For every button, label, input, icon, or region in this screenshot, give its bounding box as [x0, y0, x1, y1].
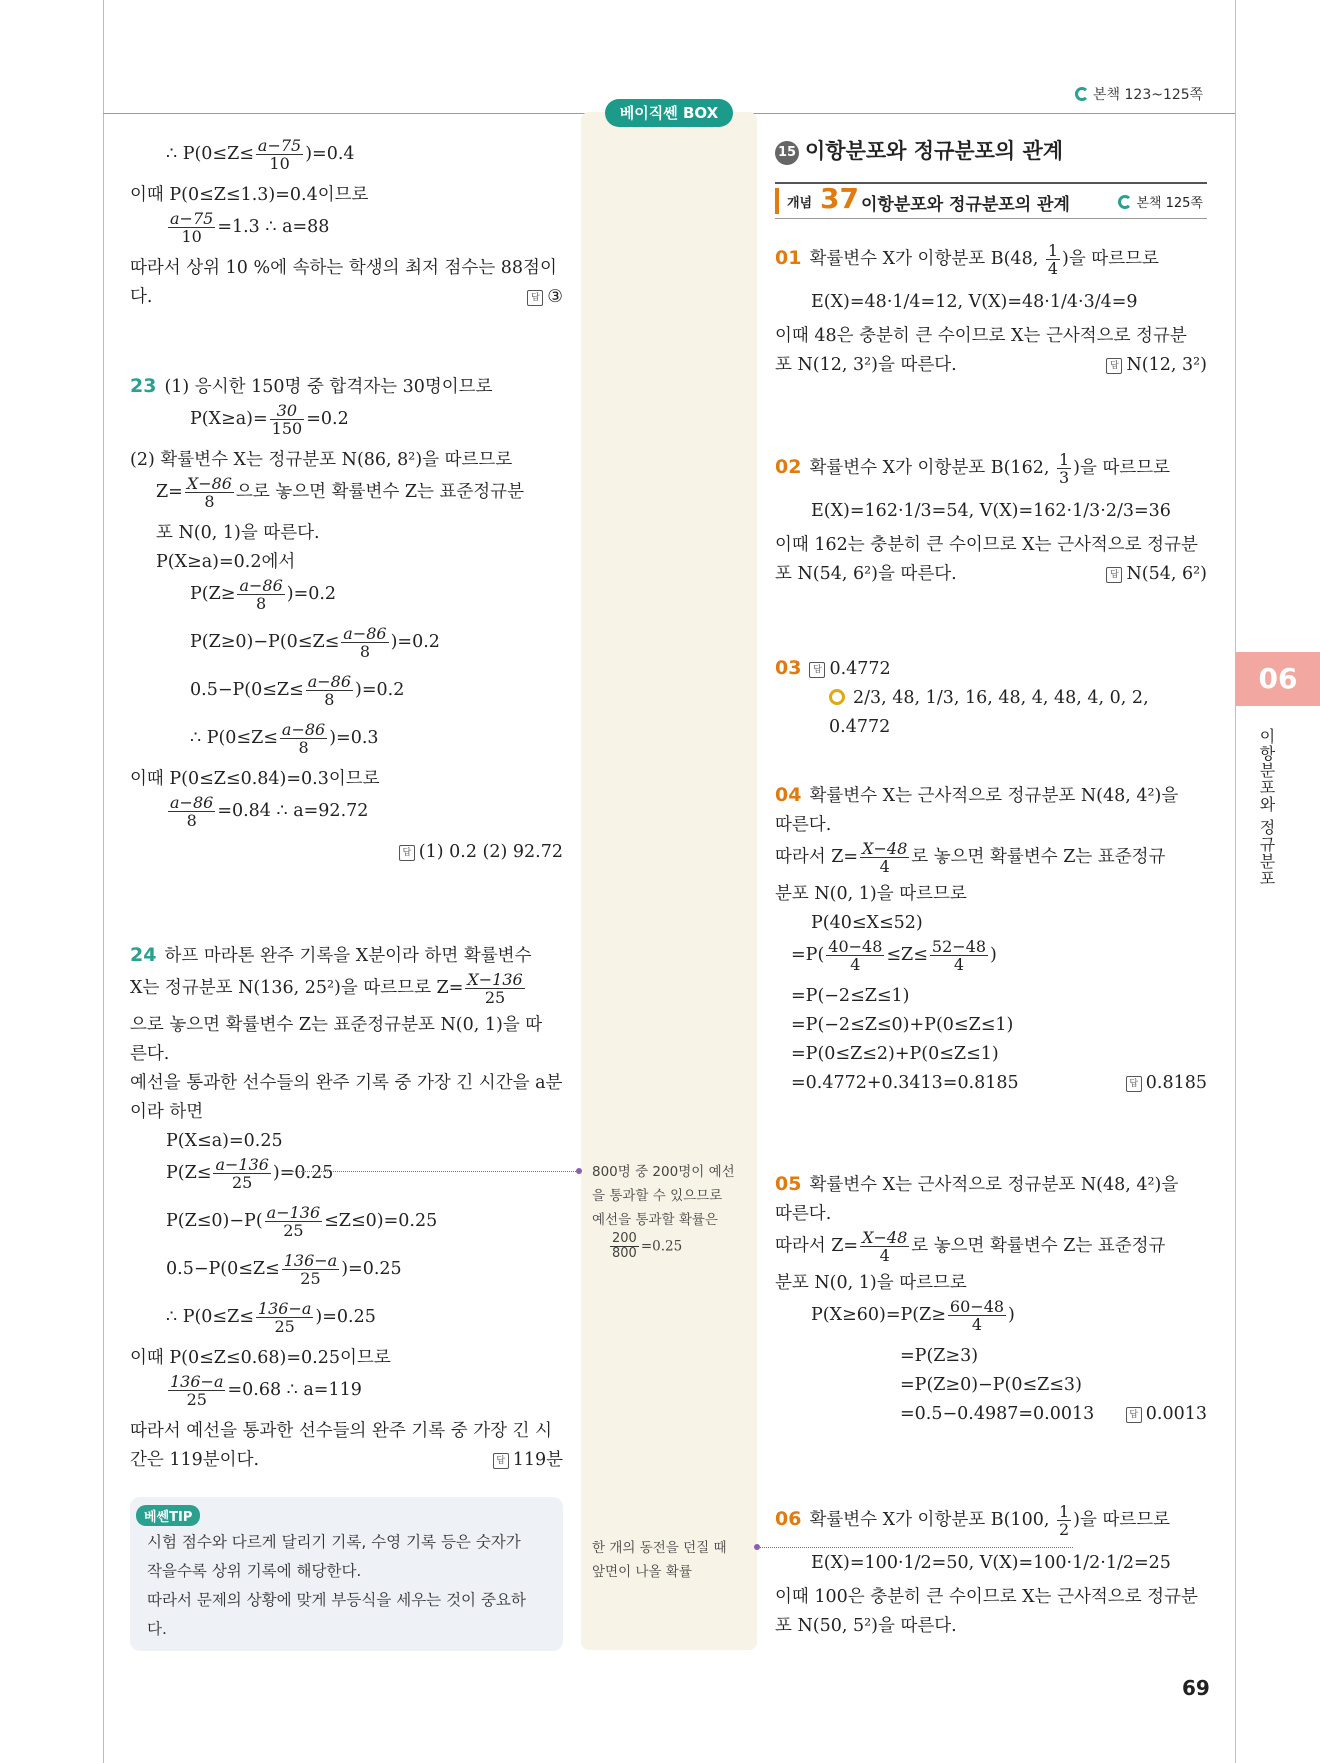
concept-ref [1118, 192, 1203, 211]
text-fragment: P(X≥60)=P(Z≥ [811, 1305, 946, 1325]
text-fragment [1057, 451, 1071, 486]
text-fragment [237, 577, 284, 612]
text-fragment: 이항분포와 정규분포의 관계 [805, 139, 1064, 163]
page-number: 69 [1182, 1676, 1210, 1700]
text-fragment [130, 372, 563, 402]
answer [1126, 1400, 1207, 1429]
answer-icon: 답 [809, 662, 825, 678]
text-fragment [1046, 242, 1060, 277]
text-line: P(X≥a)=0.2에서 [156, 552, 296, 572]
text-fragment: P(X≥a)= [190, 409, 268, 429]
leader-line [292, 1171, 578, 1172]
text-fragment: ) [990, 945, 997, 965]
text-fragment: P(Z≥0)−P(0≤Z≤ [190, 632, 340, 652]
text-fragment: 4 [879, 857, 890, 876]
math-line: P(X≤a)=0.25 [166, 1131, 283, 1151]
text-fragment: 25 [283, 1221, 304, 1240]
text-fragment [775, 451, 1207, 491]
text-fragment: ≤Z≤ [886, 945, 928, 965]
math-line [130, 475, 563, 519]
text-fragment: 한 개의 동전을 던질 때 [592, 1540, 727, 1556]
text-fragment: a−86 [307, 672, 352, 691]
text-fragment: 52−48 [931, 937, 987, 956]
text-fragment: 다. [147, 1620, 167, 1638]
text-fragment: (1) 응시한 150명 중 합격자는 30명이므로 [164, 377, 493, 397]
question-number: 01 [775, 247, 802, 269]
text-fragment [282, 1252, 339, 1287]
text-fragment: )을 따르므로 [1073, 1510, 1171, 1530]
math-line: =P(Z≥0)−P(0≤Z≤3) [900, 1375, 1082, 1395]
chapter-title: 이항분포와 정규분포 [1257, 728, 1276, 888]
text-fragment: 60−48 [949, 1297, 1005, 1316]
math-line [592, 1232, 752, 1261]
text-fragment: =0.5−0.4987=0.0013 [900, 1404, 1095, 1424]
text-fragment: =1.3 ∴ a=88 [217, 217, 330, 237]
text-line: 이때 100은 충분히 큰 수이므로 X는 근사적으로 정규분 [775, 1587, 1198, 1607]
text-fragment: 포 N(12, 3²)을 따른다. [775, 355, 957, 375]
text-line: 이때 P(0≤Z≤0.84)=0.3이므로 [130, 769, 380, 789]
math-line [130, 673, 563, 721]
text-fragment: )=0.25 [315, 1307, 376, 1327]
question-number: 23 [130, 375, 157, 397]
text-fragment: Z= [156, 482, 183, 502]
text-fragment: N(12, 3²) [1126, 355, 1207, 375]
answer [527, 283, 563, 312]
question-24 [130, 941, 563, 1475]
math-line [130, 1156, 563, 1204]
text-fragment: ) [1008, 1305, 1015, 1325]
text-fragment: X−48 [862, 839, 908, 858]
text-line [775, 560, 1207, 589]
math-line [130, 1252, 563, 1300]
text-fragment: P(Z≤0)−P( [166, 1211, 263, 1231]
text-fragment: X−48 [862, 1228, 908, 1247]
text-fragment: 로 놓으면 확률변수 Z는 표준정규 [911, 847, 1166, 867]
text-fragment: a−86 [343, 624, 387, 643]
question-01 [775, 242, 1207, 380]
text-fragment: 확률변수 X는 근사적으로 정규분포 N(48, 4²)을 [809, 1175, 1179, 1195]
text-fragment: 확률변수 X가 이항분포 B(48, [809, 249, 1044, 269]
text-fragment [256, 1300, 313, 1335]
answer [1106, 560, 1207, 589]
math-line [130, 721, 563, 765]
text-fragment: 8 [186, 811, 197, 830]
leader-dot [576, 1168, 582, 1174]
question-number: 02 [775, 456, 802, 478]
math-line [130, 1204, 563, 1252]
text-fragment: 따라서 Z= [775, 1236, 859, 1256]
text-fragment: 2 [1058, 1520, 1070, 1539]
book-ref [1075, 84, 1203, 104]
text-fragment: 포 N(54, 6²)을 따른다. [775, 564, 957, 584]
text-fragment: P(Z≤ [166, 1163, 212, 1183]
math-line [130, 1300, 563, 1344]
text-line [130, 283, 563, 312]
text-fragment: =P( [791, 945, 825, 965]
text-fragment: 10 [269, 154, 290, 173]
text-fragment: 4 [1047, 259, 1059, 278]
math-line [775, 1400, 1207, 1429]
text-fragment: 10 [181, 227, 202, 246]
question-23 [130, 372, 563, 867]
text-line: 포 N(50, 5²)을 따른다. [775, 1616, 957, 1636]
text-fragment [860, 1229, 909, 1264]
right-page-border [1235, 0, 1236, 1763]
text-fragment [130, 941, 563, 971]
section-number: 15 [775, 141, 799, 165]
text-line: 따른다. [775, 1204, 832, 1224]
text-fragment: )=0.2 [355, 680, 405, 700]
text-fragment [168, 794, 215, 829]
text-line: 따라서 상위 10 %에 속하는 학생의 최저 점수는 88점이 [130, 258, 557, 278]
text-fragment [930, 938, 988, 973]
chapter-tab: 06 [1236, 652, 1320, 706]
text-fragment: )=0.3 [329, 728, 379, 748]
math-line [130, 577, 563, 625]
text-fragment: 8 [359, 642, 371, 661]
text-fragment [826, 938, 884, 973]
concept-number: 37 [820, 182, 859, 215]
text-fragment: 4 [971, 1315, 983, 1334]
target-icon [829, 689, 845, 705]
text-line: 이때 P(0≤Z≤0.68)=0.25이므로 [130, 1348, 391, 1368]
text-fragment: ③ [547, 287, 563, 307]
text-fragment: a−86 [239, 576, 283, 595]
text-fragment: 150 [271, 419, 303, 438]
text-fragment: 4 [879, 1246, 890, 1265]
tip-text [147, 1528, 552, 1644]
text-fragment: )을 따르므로 [1062, 249, 1159, 269]
text-fragment: )을 따르므로 [1073, 458, 1171, 478]
hint-line [775, 684, 1207, 742]
text-line [130, 1446, 563, 1475]
text-fragment: 8 [324, 690, 335, 709]
text-fragment [775, 1170, 1207, 1200]
text-fragment: )=0.2 [286, 584, 337, 604]
text-line: 이라 하면 [130, 1102, 204, 1122]
fraction [256, 137, 303, 172]
concept-header [775, 182, 1207, 219]
concept-label: 개념 [787, 196, 813, 211]
text-fragment: a−136 [215, 1155, 269, 1174]
math-line [130, 137, 563, 181]
text-line: 따라서 예선을 통과한 선수들의 완주 기록 중 가장 긴 시 [130, 1421, 552, 1441]
text-fragment: ∴ P(0≤Z≤ [166, 144, 254, 164]
text-fragment: )=0.2 [390, 632, 440, 652]
text-fragment: 앞면이 나올 확률 [592, 1564, 692, 1580]
text-fragment: a−136 [266, 1203, 321, 1222]
question-number: 03 [775, 657, 802, 679]
text-fragment: X는 정규분포 N(136, 25²)을 따르므로 Z= [130, 978, 464, 998]
text-fragment: 로 놓으면 확률변수 Z는 표준정규 [911, 1236, 1166, 1256]
answer-icon: 답 [1126, 1407, 1142, 1423]
side-note-1 [592, 1160, 752, 1261]
text-fragment: 본책 125쪽 [1136, 196, 1203, 211]
text-fragment [948, 1298, 1006, 1333]
text-fragment: N(54, 6²) [1126, 564, 1207, 584]
text-fragment: 25 [300, 1269, 321, 1288]
text-fragment: 800 [612, 1246, 637, 1261]
text-fragment: )=0.25 [341, 1259, 402, 1279]
text-fragment: 4 [850, 955, 861, 974]
text-fragment: 25 [232, 1173, 253, 1192]
text-fragment: )=0.4 [305, 144, 355, 164]
box-label: 베이직쎈 BOX [605, 99, 733, 127]
text-fragment: 25 [484, 988, 506, 1007]
math-line [130, 1373, 563, 1417]
text-fragment [775, 654, 1207, 684]
text-fragment: X−136 [467, 970, 523, 989]
question-03 [775, 654, 1207, 742]
text-line: 이때 P(0≤Z≤1.3)=0.4이므로 [130, 185, 369, 205]
side-note-column [581, 112, 757, 1650]
math-line: =P(0≤Z≤2)+P(0≤Z≤1) [791, 1044, 999, 1064]
answer-icon: 답 [527, 290, 543, 306]
text-fragment: 다. [130, 287, 153, 307]
text-fragment [168, 210, 215, 245]
text-fragment: (1) 0.2 (2) 92.72 [418, 842, 563, 862]
answer [493, 1446, 563, 1475]
text-fragment: 작을수록 상위 기록에 해당한다. [147, 1562, 362, 1580]
book-icon [1075, 87, 1089, 101]
question-06 [775, 1503, 1207, 1641]
concept-title: 이항분포와 정규분포의 관계 [861, 195, 1070, 215]
text-fragment: 1 [1058, 450, 1070, 469]
text-fragment: 따라서 문제의 상황에 맞게 부등식을 세우는 것이 중요하 [147, 1591, 526, 1609]
question-number: 04 [775, 784, 802, 806]
text-fragment [775, 1503, 1207, 1543]
text-fragment [341, 625, 388, 660]
text-fragment: 3 [1058, 468, 1070, 487]
text-fragment: 25 [186, 1390, 207, 1409]
math-line: E(X)=48·1/4=12, V(X)=48·1/4·3/4=9 [811, 292, 1138, 312]
left-page-border [103, 0, 104, 1763]
text-fragment: 136−a [170, 1372, 224, 1391]
text-fragment: =0.25 [640, 1238, 683, 1255]
text-fragment [185, 475, 234, 510]
concept-bar [775, 188, 779, 214]
answer-icon: 답 [1126, 1076, 1142, 1092]
question-number: 24 [130, 944, 157, 966]
text-fragment: 30 [270, 402, 305, 420]
math-line [775, 1229, 1207, 1269]
text-fragment [1057, 1503, 1071, 1538]
math-line: E(X)=100·1/2=50, V(X)=100·1/2·1/2=25 [811, 1553, 1171, 1573]
math-line [130, 794, 563, 838]
text-fragment: 4 [953, 955, 965, 974]
text-fragment: =0.84 ∴ a=92.72 [217, 801, 369, 821]
answer-icon: 답 [399, 845, 415, 861]
text-fragment: 0.0013 [1145, 1404, 1207, 1424]
text-fragment: 119분 [512, 1450, 563, 1470]
math-line [775, 1069, 1207, 1098]
text-fragment: 1 [1058, 1502, 1070, 1521]
math-line: P(40≤X≤52) [811, 913, 923, 933]
text-fragment: 200 [612, 1231, 637, 1246]
text-line: 이때 48은 충분히 큰 수이므로 X는 근사적으로 정규분 [775, 326, 1187, 346]
math-line: =P(−2≤Z≤0)+P(0≤Z≤1) [791, 1015, 1014, 1035]
math-line [775, 1298, 1207, 1342]
answer [130, 838, 563, 867]
math-line [130, 402, 563, 446]
text-fragment: 136−a [283, 1251, 338, 1270]
text-line [775, 351, 1207, 380]
text-line: 예선을 통과한 선수들의 완주 기록 중 가장 긴 시간을 a분 [130, 1073, 563, 1093]
tip-badge: 베쎈TIP [136, 1505, 200, 1526]
text-fragment: 136−a [257, 1299, 312, 1318]
text-fragment: a−86 [170, 793, 214, 812]
text-fragment [280, 721, 327, 756]
text-line: 으로 놓으면 확률변수 Z는 표준정규분포 N(0, 1)을 따 [130, 1015, 543, 1035]
text-fragment: 1 [1047, 241, 1059, 260]
text-line: 분포 N(0, 1)을 따르므로 [775, 884, 967, 904]
text-fragment: P(Z≥ [190, 584, 236, 604]
text-fragment: 을 통과할 수 있으므로 [592, 1188, 723, 1204]
text-fragment: ∴ P(0≤Z≤ [166, 1307, 254, 1327]
text-fragment [213, 1156, 270, 1191]
text-fragment: =0.4772+0.3413=0.8185 [791, 1073, 1019, 1093]
text-fragment: 하프 마라톤 완주 기록을 X분이라 하면 확률변수 [164, 946, 532, 966]
text-fragment: ≤Z≤0)=0.25 [324, 1211, 438, 1231]
answer-icon: 답 [1106, 358, 1122, 374]
text-fragment: 800명 중 200명이 예선 [592, 1164, 735, 1180]
text-line: (2) 확률변수 X는 정규분포 N(86, 8²)을 따르므로 [130, 450, 513, 470]
text-fragment: =0.68 ∴ a=119 [227, 1380, 362, 1400]
text-fragment: 0.5−P(0≤Z≤ [190, 680, 304, 700]
prev-solution-continuation [130, 137, 563, 312]
text-fragment [306, 673, 353, 708]
text-fragment: 시험 점수와 다르게 달리기 기록, 수영 기록 등은 숫자가 [147, 1533, 521, 1551]
text-fragment: 따라서 Z= [775, 847, 859, 867]
math-line [775, 938, 1207, 982]
text-fragment: 으로 놓으면 확률변수 Z는 표준정규분 [235, 482, 524, 502]
side-note-2 [592, 1536, 752, 1584]
text-fragment: 25 [274, 1317, 295, 1336]
text-fragment: a−75 [257, 136, 302, 155]
answer-icon: 답 [493, 1453, 509, 1469]
text-fragment: 0.5−P(0≤Z≤ [166, 1259, 280, 1279]
text-fragment [610, 1232, 639, 1261]
math-line: E(X)=162·1/3=54, V(X)=162·1/3·2/3=36 [811, 501, 1171, 521]
text-line: 따른다. [775, 815, 832, 835]
text-fragment [465, 971, 524, 1006]
text-line: 른다. [130, 1044, 170, 1064]
math-line [775, 840, 1207, 880]
question-04 [775, 781, 1207, 1098]
text-fragment: 본책 123~125쪽 [1093, 87, 1204, 103]
math-line [130, 210, 563, 254]
text-fragment: 8 [256, 594, 267, 613]
text-fragment: 2/3, 48, 1/3, 16, 48, 4, 48, 4, 0, 2, 0.4772 [829, 688, 1149, 737]
question-05 [775, 1170, 1207, 1429]
text-fragment [775, 781, 1207, 811]
question-number: 06 [775, 1508, 802, 1530]
text-fragment: a−75 [170, 209, 214, 228]
text-fragment [168, 1373, 225, 1408]
text-line: 분포 N(0, 1)을 따르므로 [775, 1273, 967, 1293]
text-fragment: 간은 119분이다. [130, 1450, 260, 1470]
text-fragment [860, 840, 909, 875]
question-number: 05 [775, 1173, 802, 1195]
text-line: 이때 162는 충분히 큰 수이므로 X는 근사적으로 정규분 [775, 535, 1198, 555]
text-fragment: 확률변수 X가 이항분포 B(162, [809, 458, 1055, 478]
question-02 [775, 451, 1207, 589]
text-fragment: 확률변수 X는 근사적으로 정규분포 N(48, 4²)을 [809, 786, 1179, 806]
answer-icon: 답 [1106, 567, 1122, 583]
text-fragment: ∴ P(0≤Z≤ [190, 728, 278, 748]
math-line [130, 625, 563, 673]
math-line [130, 971, 563, 1011]
text-line: 포 N(0, 1)을 따른다. [156, 523, 320, 543]
text-fragment: 40−48 [828, 937, 883, 956]
text-fragment: =0.2 [306, 409, 349, 429]
math-line: =P(Z≥3) [900, 1346, 979, 1366]
text-fragment: 확률변수 X가 이항분포 B(100, [809, 1510, 1055, 1530]
math-line: =P(−2≤Z≤1) [791, 986, 910, 1006]
text-fragment [270, 402, 305, 437]
text-fragment: 8 [298, 738, 309, 757]
answer [1106, 351, 1207, 380]
text-fragment: 0.8185 [1145, 1073, 1207, 1093]
text-fragment [775, 242, 1207, 282]
text-fragment: 0.4772 [829, 659, 891, 679]
text-fragment: )=0.25 [272, 1163, 334, 1183]
text-fragment: X−86 [186, 474, 232, 493]
section-title [775, 135, 1207, 165]
text-fragment: a−86 [281, 720, 326, 739]
answer [1126, 1069, 1207, 1098]
text-fragment: 8 [204, 492, 215, 511]
book-icon [1118, 195, 1132, 209]
text-fragment [265, 1204, 322, 1239]
leader-dot [754, 1544, 760, 1550]
text-fragment: 예선을 통과할 확률은 [592, 1212, 718, 1228]
